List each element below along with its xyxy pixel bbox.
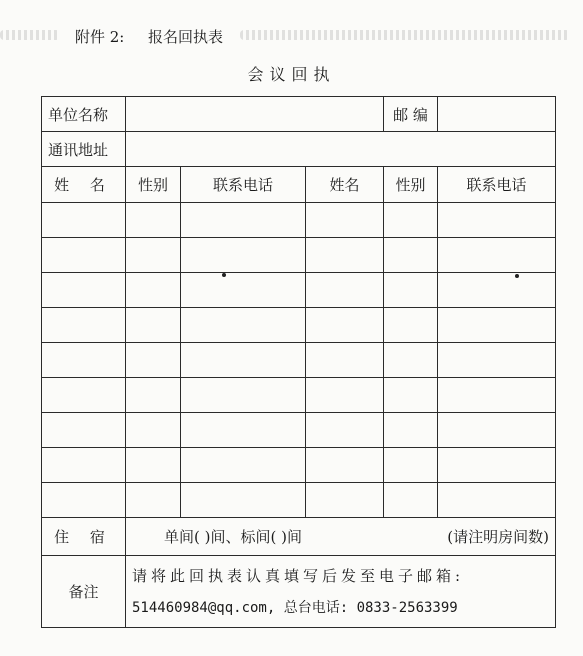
table-cell[interactable] bbox=[126, 483, 181, 518]
table-cell[interactable] bbox=[181, 238, 306, 273]
table-row bbox=[42, 308, 556, 343]
table-cell[interactable] bbox=[306, 203, 384, 238]
postcode-field[interactable] bbox=[438, 97, 556, 132]
table-cell[interactable] bbox=[181, 273, 306, 308]
scan-noise bbox=[0, 30, 60, 40]
scan-noise bbox=[240, 30, 570, 40]
table-cell[interactable] bbox=[438, 343, 556, 378]
table-cell[interactable] bbox=[126, 343, 181, 378]
table-cell[interactable] bbox=[384, 273, 438, 308]
column-header-row bbox=[42, 167, 556, 203]
address-field[interactable] bbox=[126, 132, 556, 167]
table-cell[interactable] bbox=[181, 203, 306, 238]
unit-name-label: 单位名称 bbox=[42, 97, 126, 132]
lodging-text: 单间( )间、标间( )间 bbox=[164, 528, 302, 546]
table-cell[interactable] bbox=[42, 203, 126, 238]
receipt-table bbox=[41, 96, 556, 628]
lodging-note: (请注明房间数) bbox=[447, 528, 550, 546]
table-row bbox=[42, 483, 556, 518]
attendee-rows bbox=[42, 203, 556, 518]
table-cell[interactable] bbox=[384, 483, 438, 518]
table-cell[interactable] bbox=[181, 448, 306, 483]
table-row bbox=[42, 238, 556, 273]
table-cell[interactable] bbox=[126, 448, 181, 483]
table-cell[interactable] bbox=[306, 483, 384, 518]
remarks-label: 备注 bbox=[42, 556, 126, 628]
form-name: 报名回执表 bbox=[148, 28, 224, 46]
address-label: 通讯地址 bbox=[42, 132, 126, 167]
col-name-1: 姓 名 bbox=[42, 167, 126, 203]
col-gender-1: 性别 bbox=[126, 167, 181, 203]
table-cell[interactable] bbox=[42, 308, 126, 343]
table-cell[interactable] bbox=[181, 378, 306, 413]
table-cell[interactable] bbox=[42, 343, 126, 378]
attachment-label: 附件 2: bbox=[75, 28, 125, 46]
remarks-line-2: 514460984@qq.com, 总台电话: 0833-2563399 bbox=[132, 599, 458, 616]
table-cell[interactable] bbox=[306, 378, 384, 413]
col-phone-2: 联系电话 bbox=[438, 167, 556, 203]
table-cell[interactable] bbox=[126, 378, 181, 413]
table-cell[interactable] bbox=[384, 378, 438, 413]
table-cell[interactable] bbox=[384, 308, 438, 343]
remarks-content bbox=[126, 556, 556, 628]
col-phone-1: 联系电话 bbox=[181, 167, 306, 203]
table-cell[interactable] bbox=[384, 448, 438, 483]
table-cell[interactable] bbox=[306, 238, 384, 273]
table-row bbox=[42, 273, 556, 308]
table-cell[interactable] bbox=[306, 448, 384, 483]
table-cell[interactable] bbox=[42, 273, 126, 308]
table-cell[interactable] bbox=[306, 273, 384, 308]
table-cell[interactable] bbox=[438, 448, 556, 483]
lodging-field[interactable] bbox=[126, 518, 556, 556]
table-cell[interactable] bbox=[438, 273, 556, 308]
table-cell[interactable] bbox=[438, 238, 556, 273]
col-gender-2: 性别 bbox=[384, 167, 438, 203]
page-title: 会议回执 bbox=[247, 65, 336, 84]
lodging-label: 住 宿 bbox=[42, 518, 126, 556]
table-cell[interactable] bbox=[126, 308, 181, 343]
table-cell[interactable] bbox=[42, 378, 126, 413]
scan-speck bbox=[222, 273, 226, 277]
table-cell[interactable] bbox=[438, 308, 556, 343]
table-row bbox=[42, 448, 556, 483]
table-cell[interactable] bbox=[438, 378, 556, 413]
table-row bbox=[42, 413, 556, 448]
table-cell[interactable] bbox=[126, 238, 181, 273]
postcode-label: 邮 编 bbox=[384, 97, 438, 132]
table-cell[interactable] bbox=[384, 343, 438, 378]
unit-name-field[interactable] bbox=[126, 97, 384, 132]
scan-speck bbox=[515, 274, 519, 278]
remarks-line-1: 请将此回执表认真填写后发至电子邮箱: bbox=[132, 566, 465, 585]
table-cell[interactable] bbox=[438, 203, 556, 238]
table-cell[interactable] bbox=[181, 308, 306, 343]
table-row bbox=[42, 203, 556, 238]
table-cell[interactable] bbox=[306, 413, 384, 448]
table-cell[interactable] bbox=[126, 203, 181, 238]
table-row bbox=[42, 378, 556, 413]
table-cell[interactable] bbox=[42, 238, 126, 273]
table-cell[interactable] bbox=[126, 413, 181, 448]
table-cell[interactable] bbox=[181, 483, 306, 518]
table-cell[interactable] bbox=[438, 483, 556, 518]
table-cell[interactable] bbox=[42, 483, 126, 518]
table-cell[interactable] bbox=[306, 343, 384, 378]
table-cell[interactable] bbox=[181, 343, 306, 378]
table-cell[interactable] bbox=[306, 308, 384, 343]
table-cell[interactable] bbox=[181, 413, 306, 448]
table-cell[interactable] bbox=[42, 448, 126, 483]
table-cell[interactable] bbox=[384, 238, 438, 273]
col-name-2: 姓名 bbox=[306, 167, 384, 203]
document-header bbox=[0, 20, 583, 50]
table-row bbox=[42, 343, 556, 378]
table-cell[interactable] bbox=[438, 413, 556, 448]
table-cell[interactable] bbox=[42, 413, 126, 448]
table-cell[interactable] bbox=[384, 203, 438, 238]
table-cell[interactable] bbox=[126, 273, 181, 308]
table-cell[interactable] bbox=[384, 413, 438, 448]
